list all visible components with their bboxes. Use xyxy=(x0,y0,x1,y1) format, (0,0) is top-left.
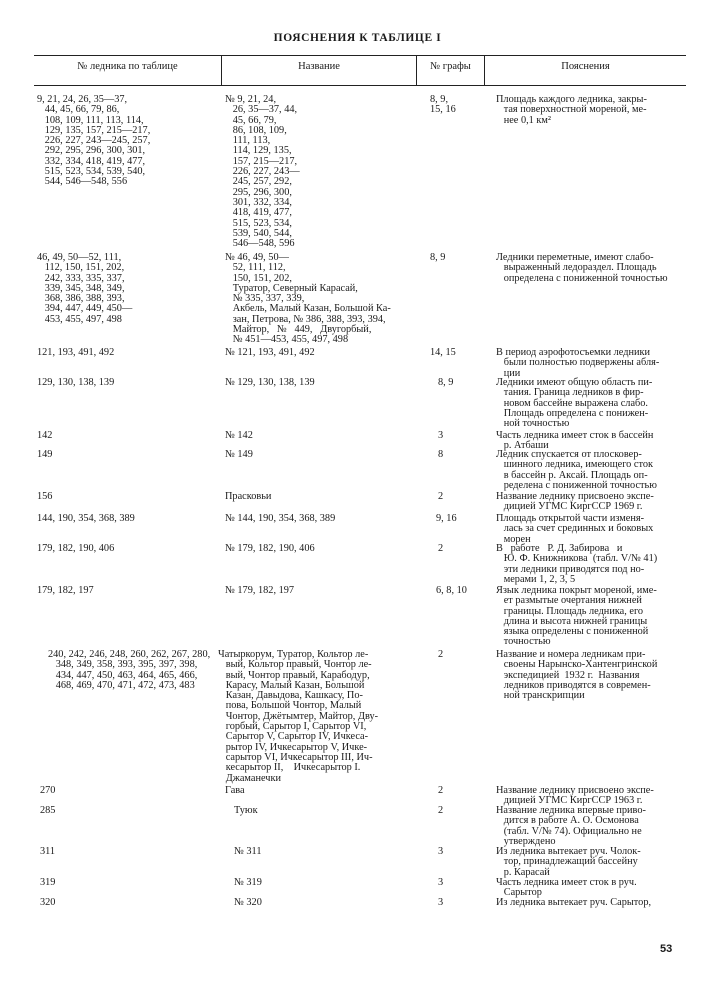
column-number-cell: 9, 16 xyxy=(436,513,457,524)
header-column-number: № графы xyxy=(430,61,471,72)
column-number-cell: 2 xyxy=(438,543,444,554)
glacier-number-cell: 311 xyxy=(40,846,56,857)
glacier-number-cell: 179, 182, 190, 406 xyxy=(37,543,115,554)
name-cell: № 179, 182, 190, 406 xyxy=(225,543,315,554)
name-cell: № 319 xyxy=(234,877,262,888)
glacier-number-cell: 144, 190, 354, 368, 389 xyxy=(37,513,135,524)
column-number-cell: 8, 9 xyxy=(430,252,446,263)
name-cell: № 144, 190, 354, 368, 389 xyxy=(225,513,336,524)
glacier-number-cell: 179, 182, 197 xyxy=(37,585,94,596)
name-cell: № 129, 130, 138, 139 xyxy=(225,377,315,388)
glacier-number-cell: 46, 49, 50—52, 111, 112, 150, 151, 202, 242, 333, 335, 337, 339, 345, 348, 349, 368, 386, 388, 393, 394, 447, 449, 450— 453, 455, 497, 498 xyxy=(37,252,133,325)
name-cell: Туюк xyxy=(234,805,258,816)
explanation-cell: Часть ледника имеет сток в бассейн р. Атбаши xyxy=(496,430,654,452)
glacier-number-cell: 129, 130, 138, 139 xyxy=(37,377,115,388)
column-number-cell: 8, 9 xyxy=(438,377,454,388)
glacier-number-cell: 270 xyxy=(40,785,56,796)
explanation-cell: Часть ледника имеет сток в руч. Сарытор xyxy=(496,877,637,899)
glacier-number-cell: 149 xyxy=(37,449,53,460)
explanation-cell: Ледник спускается от плосковер- шинного ледника, имеющего сток в бассейн р. Аксай. Площадь оп- ределена с пониженной точностью xyxy=(496,449,657,491)
glacier-number-cell: 320 xyxy=(40,897,56,908)
name-cell: № 149 xyxy=(225,449,253,460)
column-number-cell: 14, 15 xyxy=(430,347,456,358)
name-cell: Гава xyxy=(225,785,245,796)
column-number-cell: 6, 8, 10 xyxy=(436,585,467,596)
name-cell: Прасковьи xyxy=(225,491,272,502)
explanation-cell: Название леднику присвоено экспе- дицией УГМС КиргССР 1963 г. xyxy=(496,785,654,807)
glacier-number-cell: 319 xyxy=(40,877,56,888)
header-glacier-number: № ледника по таблице xyxy=(77,61,178,72)
glacier-number-cell: 156 xyxy=(37,491,53,502)
glacier-number-cell: 9, 21, 24, 26, 35—37, 44, 45, 66, 79, 86, 108, 109, 111, 113, 114, 129, 135, 157, 215—217, 226, 227, 243—245, 257, 292, 295, 296, 300, 301, 332, 334, 418, 419, 477, 515, 523, 534, 539, 540, 544, 546—548, 556 xyxy=(37,94,151,188)
explanation-cell: Из ледника вытекает руч. Сарытор, xyxy=(496,897,652,908)
column-number-cell: 8 xyxy=(438,449,444,460)
column-number-cell: 2 xyxy=(438,491,444,502)
column-number-cell: 3 xyxy=(438,430,444,441)
glacier-number-cell: 240, 242, 246, 248, 260, 262, 267, 280, 348, 349, 358, 393, 395, 397, 398, 434, 447, 450, 463, 464, 465, 466, 468, 469, 470, 471, 472, 473, 483 xyxy=(48,649,211,691)
explanation-cell: Из ледника вытекает руч. Чолок- тор, принадлежащий бассейну р. Карасай xyxy=(496,846,641,878)
explanation-cell: Ледники переметные, имеют слабо- выраженный ледораздел. Площадь определена с пониженной точностью xyxy=(496,252,668,284)
glacier-number-cell: 142 xyxy=(37,430,53,441)
explanation-cell: Название леднику присвоено экспе- дицией УГМС КиргССР 1969 г. xyxy=(496,491,654,513)
explanation-cell: Название ледника впервые приво- дится в работе А. О. Осмонова (табл. V/№ 74). Официально не утверждено xyxy=(496,805,646,847)
column-number-cell: 2 xyxy=(438,649,444,660)
page-number: 53 xyxy=(660,943,673,955)
name-cell: Чатыркорум, Туратор, Кольтор ле- вый, Кольтор правый, Чонтор ле- вый, Чонтор правый, Карабодур, Карасу, Малый Казан, Большой Казан, Давыдова, Кашкасу, По- пова, Большой Чонтор, Малый Чонтор, Джётымтер, Майтор, Дву- горбый, Сарытор I, Сарытор VI, Сарытор V, Сарытор IV, Ичкеса- рытор IV, Ичкесарытор V, Ичке- сарытор VI, Ичкесарытор III, Ич- кесарытор II, Ичкесарытор I. Джаманечки xyxy=(218,649,379,784)
explanation-cell: Ледники имеют общую область пи- тания. Граница ледников в фир- новом бассейне выражена слабо. Площадь определена с понижен- ной точностью xyxy=(496,377,653,430)
name-cell: № 179, 182, 197 xyxy=(225,585,295,596)
column-number-cell: 3 xyxy=(438,897,444,908)
header-explanations: Пояснения xyxy=(561,61,610,72)
glacier-number-cell: 121, 193, 491, 492 xyxy=(37,347,115,358)
column-number-cell: 3 xyxy=(438,846,444,857)
explanation-cell: Площадь открытой части изменя- лась за счет срединных и боковых морен xyxy=(496,513,654,545)
column-number-cell: 2 xyxy=(438,805,444,816)
explanation-cell: В период аэрофотосъемки ледники были полностью подвержены абля- ции xyxy=(496,347,660,379)
name-cell: № 320 xyxy=(234,897,262,908)
name-cell: № 46, 49, 50— 52, 111, 112, 150, 151, 202, Туратор, Северный Карасай, № 335, 337, 339, Акбель, Малый Казан, Большой Ка- зан, Петрова, № 386, 388, 393, 394, Майтор, № 449, Двугорбый, № 451—453, 455, 497, 498 xyxy=(225,252,391,346)
column-number-cell: 2 xyxy=(438,785,444,796)
name-cell: № 311 xyxy=(234,846,262,857)
glacier-number-cell: 285 xyxy=(40,805,56,816)
explanation-cell: Площадь каждого ледника, закры- тая поверхностной мореной, ме- нее 0,1 км² xyxy=(496,94,647,126)
explanation-cell: Название и номера ледникам при- своены Нарынско-Хантенгринской экспедицией 1932 г. Названия ледников приводятся в современ- ной транскрипции xyxy=(496,649,658,702)
explanation-cell: Язык ледника покрыт мореной, име- ет размытые очертания нижней границы. Площадь ледника, его длина и высота нижней границы языка определены с пониженной точностью xyxy=(496,585,657,648)
header-name: Название xyxy=(298,61,340,72)
page-title: ПОЯСНЕНИЯ К ТАБЛИЦЕ I xyxy=(273,32,442,44)
name-cell: № 9, 21, 24, 26, 35—37, 44, 45, 66, 79, 86, 108, 109, 111, 113, 114, 129, 135, 157, 215—217, 226, 227, 243— 245, 257, 292, 295, 296, 300, 301, 332, 334, 418, 419, 477, 515, 523, 534, 539, 540, 544, 546—548, 596 xyxy=(225,94,300,250)
column-number-cell: 3 xyxy=(438,877,444,888)
name-cell: № 142 xyxy=(225,430,253,441)
explanation-cell: В работе Р. Д. Забирова и Ю. Ф. Книжникова (табл. V/№ 41) эти ледники приводятся под но- мерами 1, 2, 3, 5 xyxy=(496,543,658,585)
name-cell: № 121, 193, 491, 492 xyxy=(225,347,315,358)
column-number-cell: 8, 9, 15, 16 xyxy=(430,94,456,116)
